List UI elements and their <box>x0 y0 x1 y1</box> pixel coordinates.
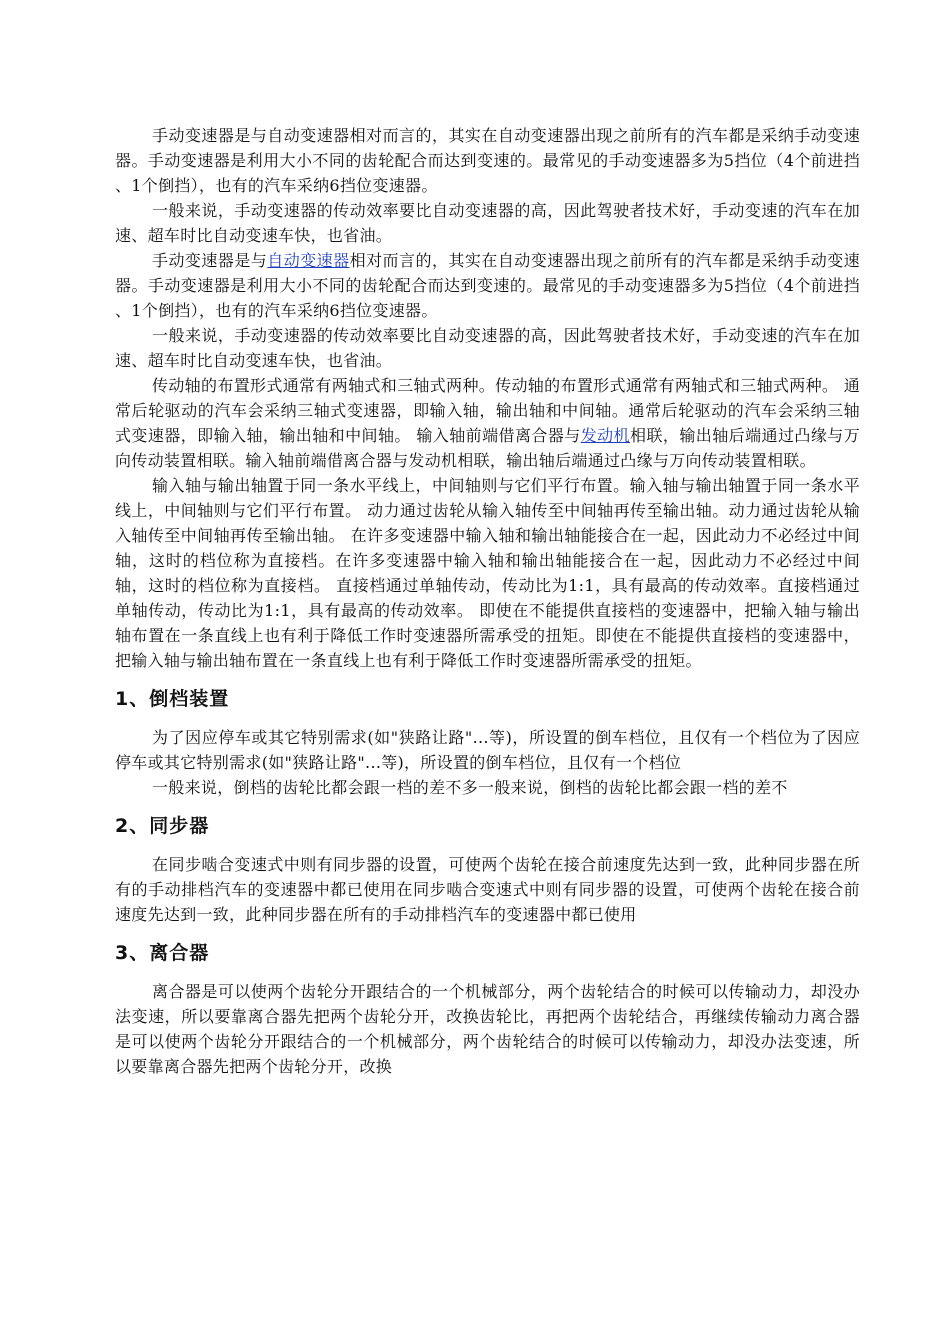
document-body <box>115 123 860 1079</box>
paragraph-shaft-layout <box>115 373 860 473</box>
heading-reverse-gear: 1、倒档装置 <box>115 688 230 710</box>
link-engine[interactable]: 发动机 <box>580 426 631 445</box>
paragraph-direct-gear: 输入轴与输出轴置于同一条水平线上，中间轴则与它们平行布置。输入轴与输出轴置于同一条水平线上，中间轴则与它们平行布置。 动力通过齿轮从输入轴传至中间轴再传至输出轴。动力通过齿轮从输入轴传至中间轴再传至输出轴。 在许多变速器中输入轴和输出轴能接合在一起，因此动力不必经过中间轴，这时的档位称为直接档。在许多变速器中输入轴和输出轴能接合在一起，因此动力不必经过中间轴，这时的档位称为直接档。 直接档通过单轴传动，传动比为1:1，具有最高的传动效率。直接档通过单轴传动，传动比为1:1，具有最高的传动效率。 即使在不能提供直接档的变速器中，把输入轴与输出轴布置在一条直线上也有利于降低工作时变速器所需承受的扭矩。即使在不能提供直接档的变速器中，把输入轴与输出轴布置在一条直线上也有利于降低工作时变速器所需承受的扭矩。 <box>115 476 860 670</box>
paragraph-text: 传动轴的布置形式通常有两轴式和三轴式两种。传动轴的布置形式通常有两轴式和三轴式两种。 通常后轮驱动的汽车会采纳三轴式变速器，即输入轴，输出轴和中间轴。通常后轮驱动的汽车会采纳三轴式变速器，即输入轴，输出轴和中间轴。 输入轴前端借离合器与 <box>115 376 860 445</box>
paragraph-efficiency-repeat: 一般来说，手动变速器的传动效率要比自动变速器的高，因此驾驶者技术好，手动变速的汽车在加速、超车时比自动变速车快，也省油。 <box>115 326 860 370</box>
paragraph-manual-transmission-repeat <box>115 248 860 323</box>
paragraph-text: 相联，输出轴后端通过凸缘与万向传动装置相联。输入轴前端借离合器与发动机相联，输出轴后端通过凸缘与万向传动装置相联。 <box>115 426 860 470</box>
paragraph-synchronizer: 在同步啮合变速式中则有同步器的设置，可使两个齿轮在接合前速度先达到一致，此种同步器在所有的手动排档汽车的变速器中都已使用在同步啮合变速式中则有同步器的设置，可使两个齿轮在接合前速度先达到一致，此种同步器在所有的手动排档汽车的变速器中都已使用 <box>115 855 860 924</box>
paragraph-clutch: 离合器是可以使两个齿轮分开跟结合的一个机械部分，两个齿轮结合的时候可以传输动力，却没办法变速，所以要靠离合器先把两个齿轮分开，改换齿轮比，再把两个齿轮结合，再继续传输动力离合器是可以使两个齿轮分开跟结合的一个机械部分，两个齿轮结合的时候可以传输动力，却没办法变速，所以要靠离合器先把两个齿轮分开，改换 <box>115 982 860 1076</box>
heading-clutch: 3、离合器 <box>115 942 210 964</box>
paragraph-reverse-ratio: 一般来说，倒档的齿轮比都会跟一档的差不多一般来说，倒档的齿轮比都会跟一档的差不 <box>152 778 788 797</box>
heading-synchronizer: 2、同步器 <box>115 815 210 837</box>
paragraph-text: 手动变速器是与 <box>152 251 268 270</box>
paragraph-efficiency: 一般来说，手动变速器的传动效率要比自动变速器的高，因此驾驶者技术好，手动变速的汽车在加速、超车时比自动变速车快，也省油。 <box>115 201 860 245</box>
paragraph-text: 相对而言的，其实在自动变速器出现之前所有的汽车都是采纳手动变速器。手动变速器是利用大小不同的齿轮配合而达到变速的。最常见的手动变速器多为5挡位（4个前进挡 、1个倒挡），也有的汽车采纳6挡位变速器。 <box>115 251 860 320</box>
paragraph-manual-transmission-intro: 手动变速器是与自动变速器相对而言的，其实在自动变速器出现之前所有的汽车都是采纳手动变速器。手动变速器是利用大小不同的齿轮配合而达到变速的。最常见的手动变速器多为5挡位（4个前进挡 、1个倒挡），也有的汽车采纳6挡位变速器。 <box>115 126 860 195</box>
paragraph-reverse-gear: 为了因应停车或其它特别需求(如"狭路让路"...等)，所设置的倒车档位，且仅有一个档位为了因应停车或其它特别需求(如"狭路让路"...等)，所设置的倒车档位，且仅有一个档位 <box>115 728 860 772</box>
link-automatic-transmission[interactable]: 自动变速器 <box>267 251 350 270</box>
